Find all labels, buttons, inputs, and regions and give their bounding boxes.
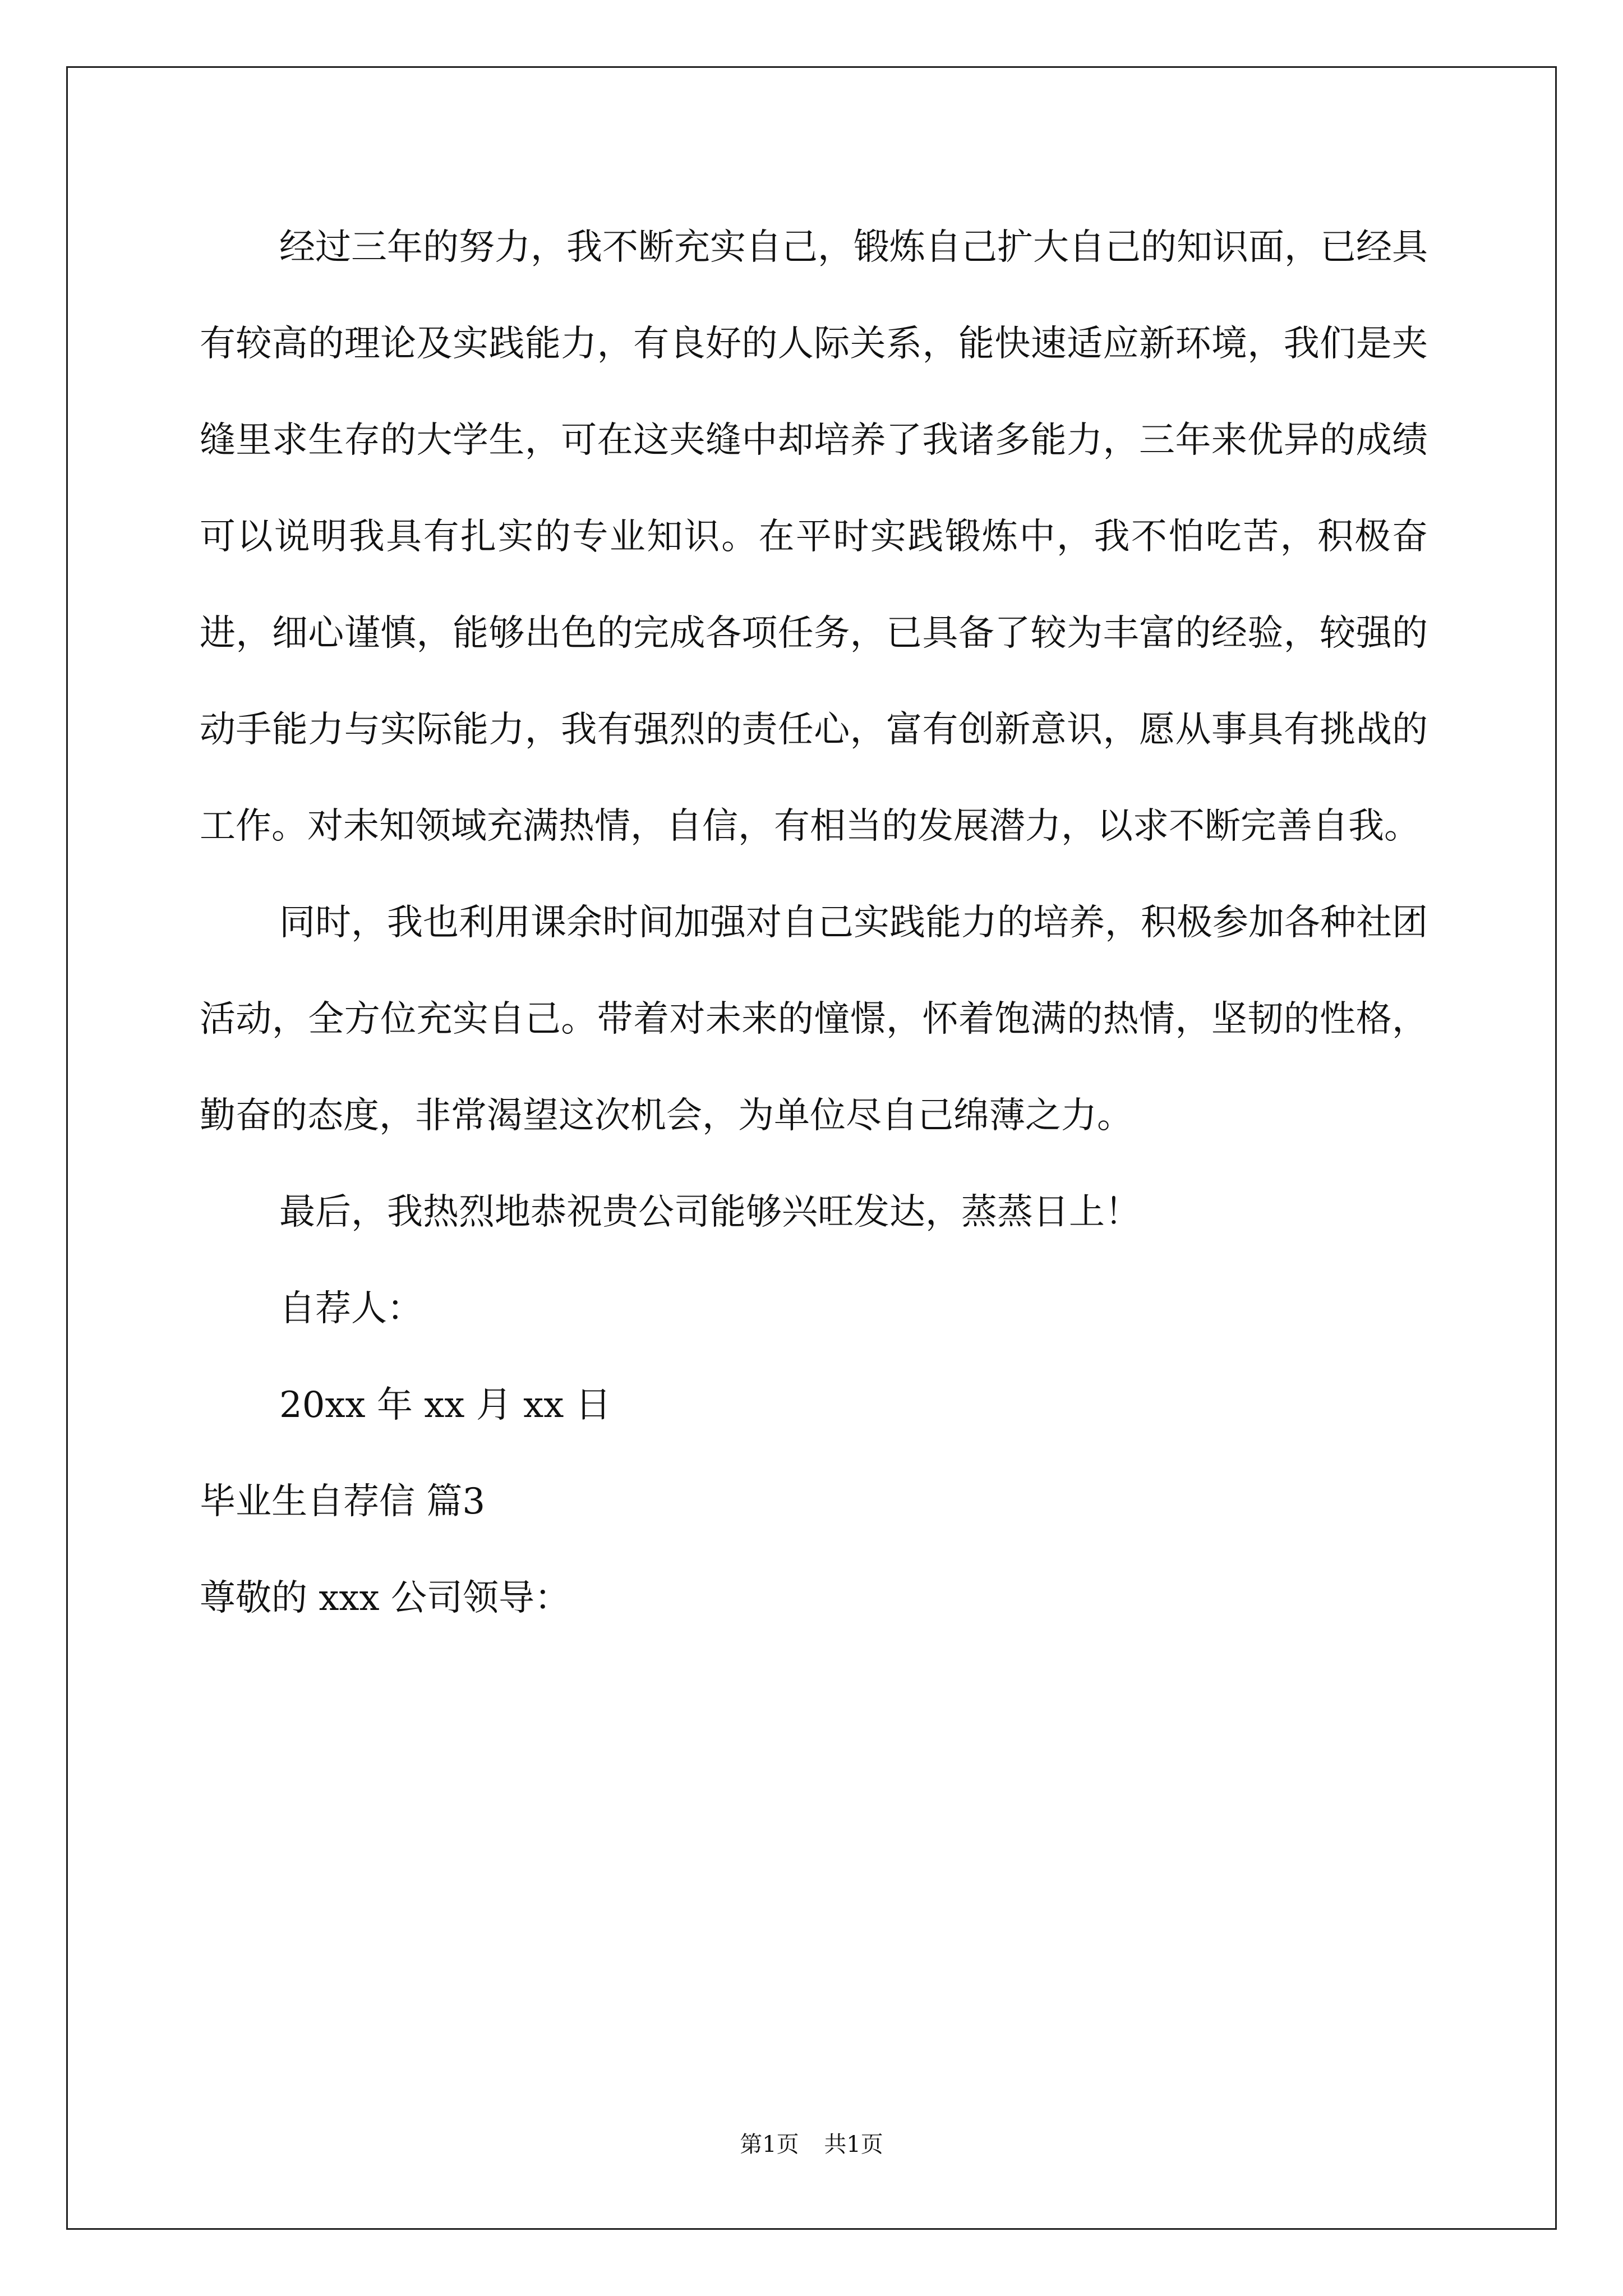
paragraph-practice: 同时，我也利用课余时间加强对自己实践能力的培养，积极参加各种社团活动，全方位充实自己。带着对未来的憧憬，怀着饱满的热情，坚韧的性格，勤奋的态度，非常渴望这次机会，为单位尽自己绵薄之力。 [200, 902, 1428, 1137]
salutation: 尊敬的 xxx 公司领导： [200, 1577, 570, 1619]
page-total: 共1页 [824, 2132, 883, 2157]
page-number: 第1页 [740, 2132, 799, 2157]
paragraph-experience: 经过三年的努力，我不断充实自己，锻炼自己扩大自己的知识面，已经具有较高的理论及实践能力，有良好的人际关系，能快速适应新环境，我们是夹缝里求生存的大学生，可在这夹缝中却培养了我诸多能力，三年来优异的成绩可以说明我具有扎实的专业知识。在平时实践锻炼中，我不怕吃苦，积极奋进，细心谨慎，能够出色的完成各项任务，已具备了较为丰富的经验，较强的动手能力与实际能力，我有强烈的责任心，富有创新意识，愿从事具有挑战的工作。对未知领域充满热情，自信，有相当的发展潜力，以求不断完善自我。 [200, 227, 1428, 847]
paragraph-closing-wish: 最后，我热烈地恭祝贵公司能够兴旺发达，蒸蒸日上！ [279, 1191, 1141, 1233]
section-title: 毕业生自荐信 篇3 [200, 1481, 486, 1522]
date-line: 20xx 年 xx 月 xx 日 [279, 1384, 611, 1426]
document-body [200, 199, 1428, 1646]
signature-label: 自荐人： [279, 1288, 423, 1329]
page-footer [0, 2129, 1623, 2160]
